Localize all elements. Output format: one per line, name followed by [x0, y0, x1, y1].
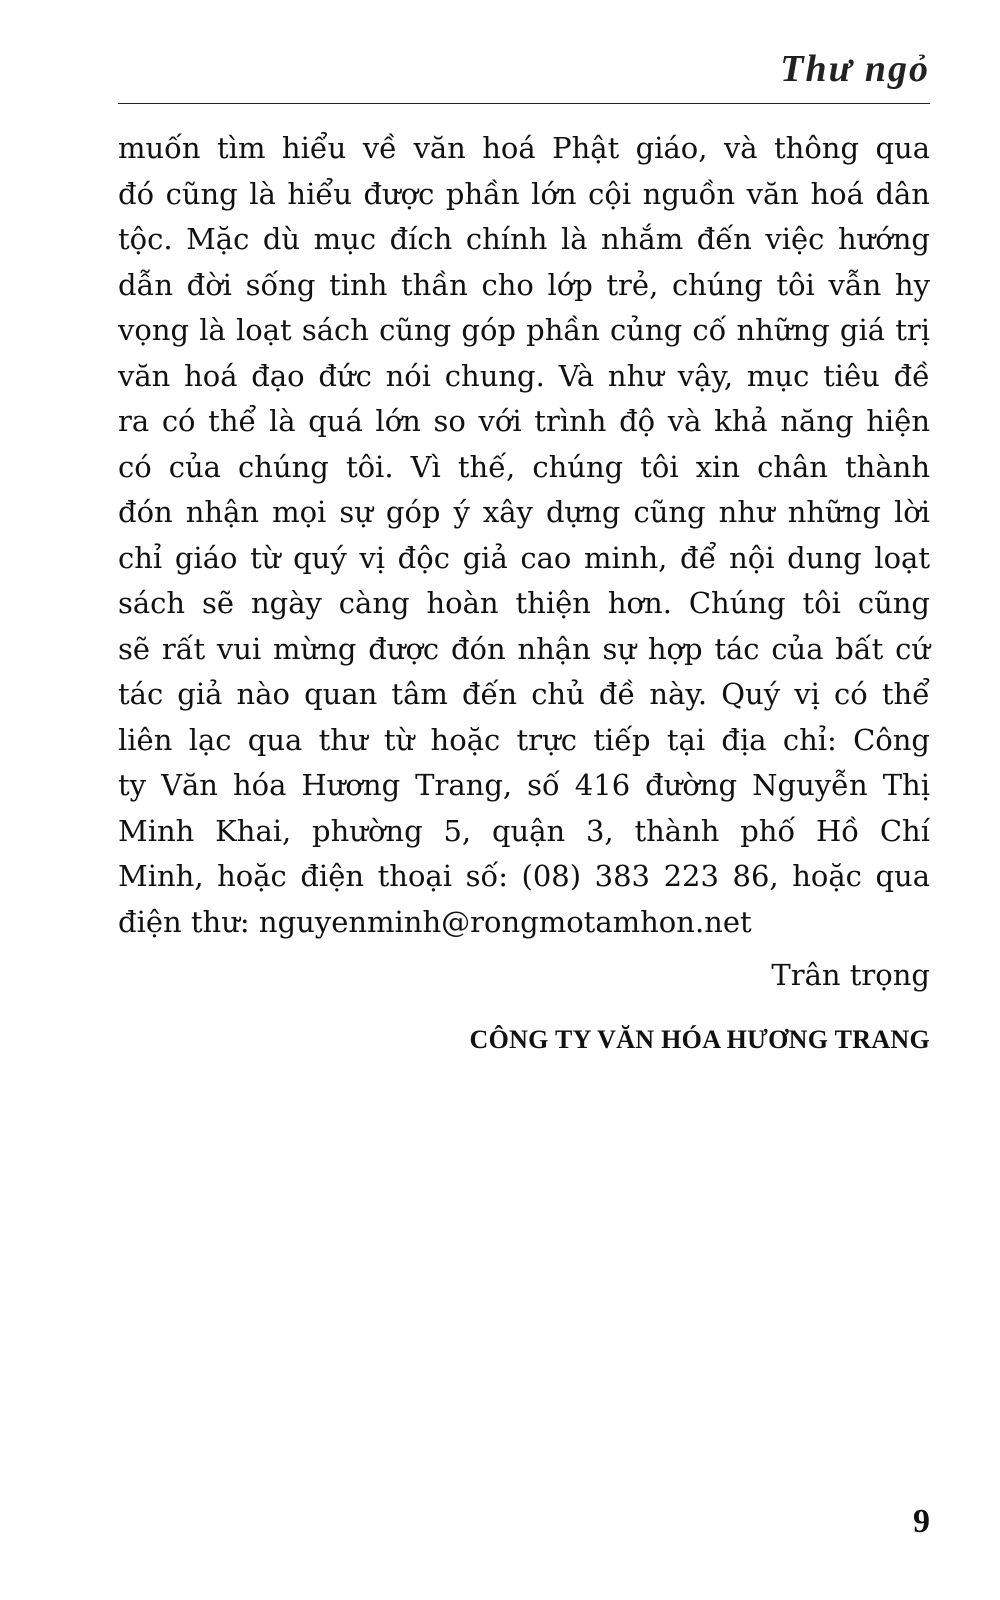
body-line: chỉ giáo từ quý vị độc giả cao minh, để nội dung loạt — [118, 540, 930, 575]
body-line: có của chúng tôi. Vì thế, chúng tôi xin chân thành — [118, 449, 930, 484]
body-line: đó cũng là hiểu được phần lớn cội nguồn văn hoá dân — [118, 176, 930, 211]
company-signature: CÔNG TY VĂN HÓA HƯƠNG TRANG — [469, 1025, 930, 1054]
body-line: ty Văn hóa Hương Trang, số 416 đường Nguyễn Thị — [118, 768, 930, 802]
body-line-email: điện thư: nguyenminh@rongmotamhon.net — [118, 904, 752, 939]
page-number: 9 — [913, 1503, 930, 1540]
body-line: đón nhận mọi sự góp ý xây dựng cũng như những lời — [118, 495, 930, 529]
header-divider — [118, 103, 930, 104]
book-page — [118, 0, 930, 1600]
body-line: sẽ rất vui mừng được đón nhận sự hợp tác của bất cứ — [118, 631, 930, 666]
body-line: liên lạc qua thư từ hoặc trực tiếp tại địa chỉ: Công — [118, 722, 930, 757]
body-line: sách sẽ ngày càng hoàn thiện hơn. Chúng tôi cũng — [118, 586, 930, 620]
body-line: tác giả nào quan tâm đến chủ đề này. Quý vị có thể — [118, 677, 930, 711]
body-line: vọng là loạt sách cũng góp phần củng cố những giá trị — [118, 313, 930, 347]
body-line: văn hoá đạo đức nói chung. Và như vậy, mục tiêu đề — [118, 358, 930, 393]
body-line: Minh Khai, phường 5, quận 3, thành phố Hồ Chí — [118, 813, 930, 848]
body-line: ra có thể là quá lớn so với trình độ và khả năng hiện — [118, 404, 930, 438]
body-line: Minh, hoặc điện thoại số: (08) 383 223 86, hoặc qua — [118, 859, 930, 893]
closing-salutation: Trân trọng — [771, 958, 930, 992]
body-line: dẫn đời sống tinh thần cho lớp trẻ, chúng tôi vẫn hy — [118, 267, 930, 302]
body-line: muốn tìm hiểu về văn hoá Phật giáo, và thông qua — [118, 131, 930, 165]
letter-body — [118, 126, 930, 945]
body-line: tộc. Mặc dù mục đích chính là nhắm đến việc hướng — [118, 222, 930, 256]
running-header-title: Thư ngỏ — [780, 48, 930, 90]
